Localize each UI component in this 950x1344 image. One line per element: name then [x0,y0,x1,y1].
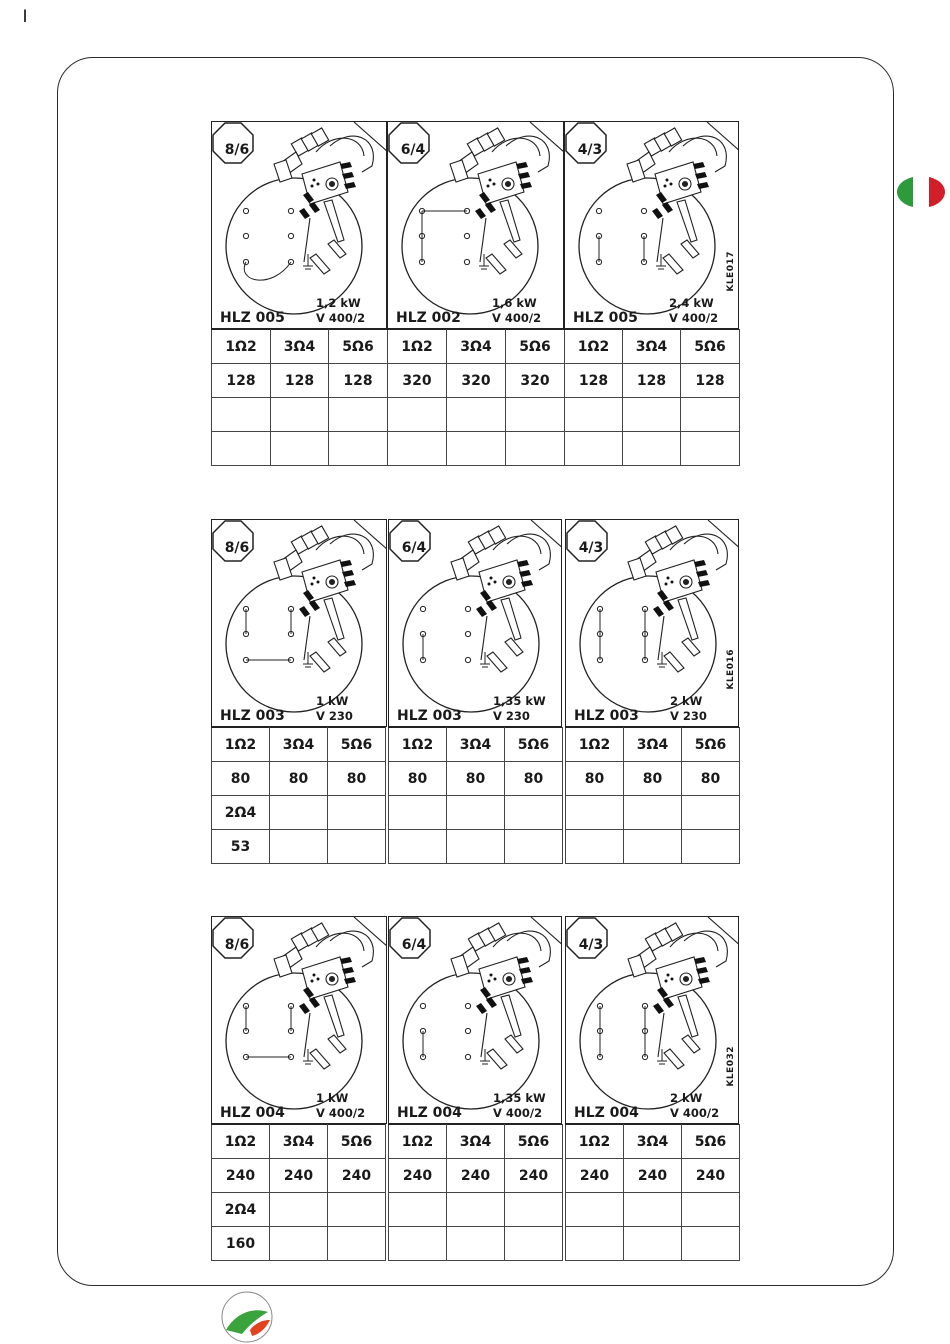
speed-ratio: 8/6 [224,540,250,556]
table-header: 3Ω4 [447,1125,505,1159]
table-header: 5Ω6 [505,728,563,762]
table-cell: 240 [328,1159,386,1193]
resistance-table [388,727,563,864]
diagram-code: KLE016 [726,649,736,690]
voltage-rating: V 400/2 [670,1106,720,1120]
table-cell [566,1227,624,1261]
table-cell [624,830,682,864]
table-cell [566,830,624,864]
table-header: 5Ω6 [506,330,565,364]
power-rating: 1,6 kW [492,296,537,310]
table-cell: 320 [447,364,506,398]
table-cell [506,398,565,432]
table-header: 1Ω2 [566,728,624,762]
power-rating: 2 kW [670,1091,703,1105]
speed-ratio: 4/3 [578,540,604,556]
table-cell [388,432,447,466]
table-cell [270,796,328,830]
table-cell: 240 [447,1159,505,1193]
table-header: 5Ω6 [681,330,740,364]
table-cell: 240 [212,1159,270,1193]
wiring-panel [565,519,739,727]
table-cell: 80 [566,762,624,796]
table-cell [447,830,505,864]
wiring-panel [211,121,387,329]
table-header: 5Ω6 [328,728,386,762]
speed-ratio: 8/6 [224,937,250,953]
power-rating: 1,35 kW [493,1091,546,1105]
table-cell: 128 [329,364,388,398]
diagram-group [211,121,739,469]
table-cell: 2Ω4 [212,1193,270,1227]
italy-flag-icon [896,175,946,209]
model-name: HLZ 003 [220,708,285,724]
power-rating: 1,2 kW [316,296,361,310]
table-cell [447,1193,505,1227]
speed-ratio: 6/4 [401,937,427,953]
table-cell: 160 [212,1227,270,1261]
table-cell [271,432,329,466]
table-cell: 320 [388,364,447,398]
table-cell [624,1193,682,1227]
table-cell [328,830,386,864]
power-rating: 1,35 kW [493,694,546,708]
model-name: HLZ 004 [574,1105,639,1121]
model-name: HLZ 002 [396,310,461,326]
resistance-table [388,1124,563,1261]
table-cell [565,398,623,432]
voltage-rating: V 230 [493,709,530,723]
table-cell: 240 [566,1159,624,1193]
table-header: 1Ω2 [212,1125,270,1159]
table-cell [328,796,386,830]
table-cell: 240 [505,1159,563,1193]
speed-ratio: 6/4 [400,142,426,158]
table-header: 1Ω2 [565,330,623,364]
wiring-panel [388,916,562,1124]
table-cell: 80 [212,762,270,796]
table-cell [624,1227,682,1261]
power-rating: 2 kW [670,694,703,708]
table-header: 5Ω6 [682,728,740,762]
voltage-rating: V 400/2 [493,1106,543,1120]
table-header: 5Ω6 [505,1125,563,1159]
table-cell [447,1227,505,1261]
table-header: 1Ω2 [212,330,271,364]
table-header: 5Ω6 [682,1125,740,1159]
model-name: HLZ 005 [573,310,638,326]
table-header: 5Ω6 [328,1125,386,1159]
wiring-panel [387,121,564,329]
table-header: 1Ω2 [212,728,270,762]
voltage-rating: V 400/2 [316,1106,366,1120]
table-cell [505,1193,563,1227]
table-cell: 128 [212,364,271,398]
resistance-table [565,727,740,864]
table-cell [565,432,623,466]
voltage-rating: V 400/2 [316,311,366,325]
table-cell: 128 [271,364,329,398]
table-cell [389,796,447,830]
table-header: 1Ω2 [388,330,447,364]
table-cell [447,398,506,432]
table-cell: 80 [624,762,682,796]
table-header: 3Ω4 [623,330,681,364]
table-cell [389,1227,447,1261]
model-name: HLZ 005 [220,310,285,326]
wiring-panel [388,519,562,727]
diagram-group [211,519,739,867]
brand-logo-icon [220,1290,274,1344]
table-header: 3Ω4 [271,330,329,364]
table-cell [329,398,388,432]
speed-ratio: 8/6 [224,142,250,158]
table-header: 1Ω2 [389,1125,447,1159]
table-cell [566,1193,624,1227]
table-cell [681,432,740,466]
table-cell [447,796,505,830]
table-cell: 80 [447,762,505,796]
language-letter: I [22,7,28,27]
table-header: 3Ω4 [447,728,505,762]
table-cell [682,1193,740,1227]
wiring-panel [564,121,739,329]
table-cell [388,398,447,432]
table-cell: 80 [682,762,740,796]
speed-ratio: 4/3 [577,142,603,158]
table-cell: 128 [681,364,740,398]
wiring-panel [211,519,387,727]
power-rating: 1 kW [316,694,349,708]
table-header: 3Ω4 [624,728,682,762]
table-cell: 240 [270,1159,328,1193]
table-cell: 128 [565,364,623,398]
table-cell [328,1227,386,1261]
table-cell: 80 [328,762,386,796]
table-cell [270,830,328,864]
model-name: HLZ 003 [397,708,462,724]
resistance-table [211,1124,386,1261]
table-cell [270,1227,328,1261]
table-header: 3Ω4 [447,330,506,364]
model-name: HLZ 003 [574,708,639,724]
voltage-rating: V 230 [670,709,707,723]
table-cell [389,1193,447,1227]
table-cell: 240 [389,1159,447,1193]
table-header: 1Ω2 [566,1125,624,1159]
voltage-rating: V 400/2 [669,311,719,325]
table-cell [505,796,563,830]
table-cell: 128 [623,364,681,398]
speed-ratio: 4/3 [578,937,604,953]
table-cell: 80 [505,762,563,796]
speed-ratio: 6/4 [401,540,427,556]
resistance-table [564,329,740,466]
table-header: 5Ω6 [329,330,388,364]
model-name: HLZ 004 [220,1105,285,1121]
table-cell: 53 [212,830,270,864]
table-cell [682,830,740,864]
table-cell: 80 [389,762,447,796]
resistance-table [387,329,565,466]
table-cell [506,432,565,466]
table-header: 3Ω4 [624,1125,682,1159]
table-cell [212,398,271,432]
power-rating: 1 kW [316,1091,349,1105]
table-cell [682,796,740,830]
table-cell [623,432,681,466]
voltage-rating: V 230 [316,709,353,723]
table-cell [389,830,447,864]
voltage-rating: V 400/2 [492,311,542,325]
table-cell [682,1227,740,1261]
table-header: 3Ω4 [270,1125,328,1159]
resistance-table [211,329,388,466]
wiring-panel [565,916,739,1124]
table-cell [623,398,681,432]
table-cell [328,1193,386,1227]
table-cell [624,796,682,830]
table-cell [505,830,563,864]
table-cell [681,398,740,432]
table-header: 1Ω2 [389,728,447,762]
table-header: 3Ω4 [270,728,328,762]
power-rating: 2,4 kW [669,296,714,310]
table-cell: 240 [682,1159,740,1193]
resistance-table [211,727,386,864]
model-name: HLZ 004 [397,1105,462,1121]
table-cell [505,1227,563,1261]
wiring-panel [211,916,387,1124]
table-cell [270,1193,328,1227]
table-cell [271,398,329,432]
diagram-code: KLE032 [726,1046,736,1087]
table-cell [212,432,271,466]
table-cell: 80 [270,762,328,796]
table-cell: 240 [624,1159,682,1193]
table-cell [447,432,506,466]
diagram-group [211,916,739,1264]
table-cell: 320 [506,364,565,398]
resistance-table [565,1124,740,1261]
diagram-code: KLE017 [726,251,736,292]
table-cell: 2Ω4 [212,796,270,830]
table-cell [329,432,388,466]
table-cell [566,796,624,830]
